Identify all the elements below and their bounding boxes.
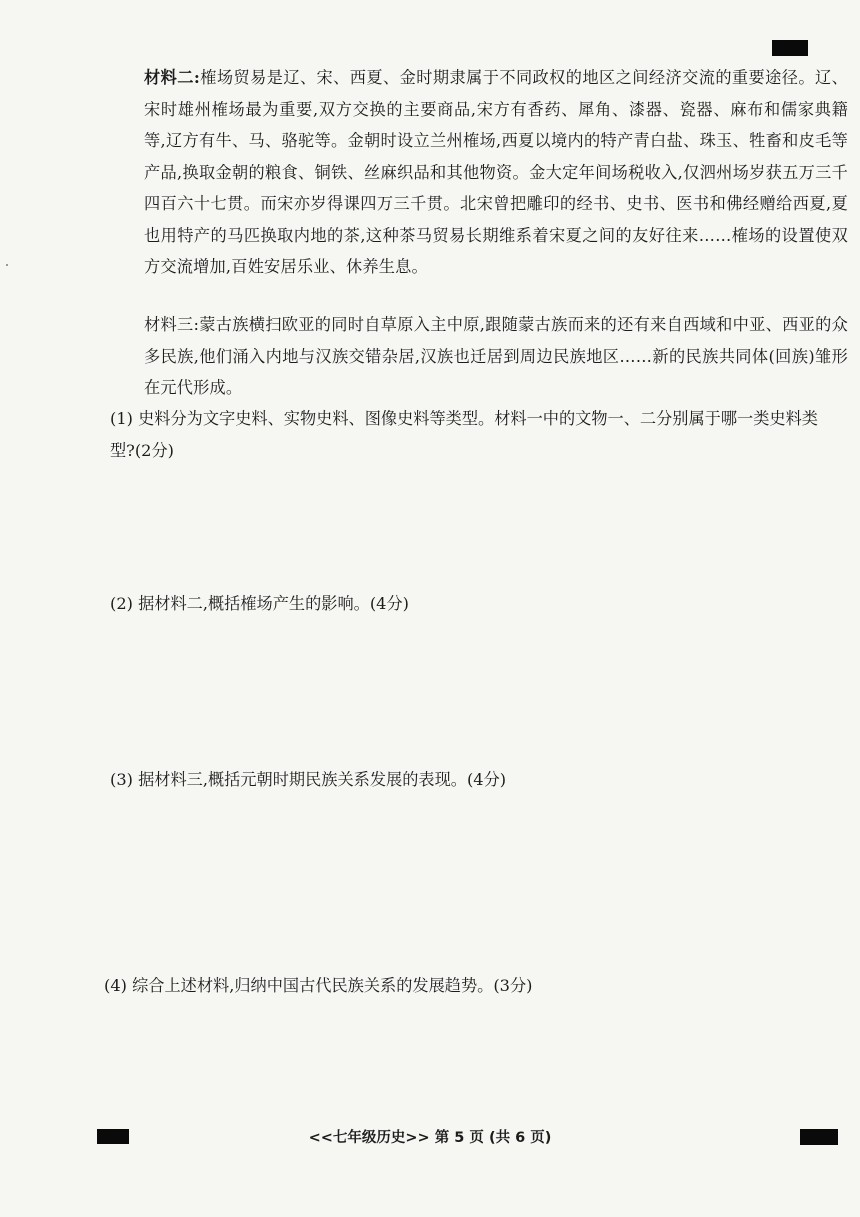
question-4: (4) 综合上述材料,归纳中国古代民族关系的发展趋势。(3分) <box>104 976 533 995</box>
material-two-paragraph <box>112 62 848 283</box>
material-three-text: 蒙古族横扫欧亚的同时自草原入主中原,跟随蒙古族而来的还有来自西域和中亚、西亚的众多民族,他们涌入内地与汉族交错杂居,汉族也迁居到周边民族地区……新的民族共同体(回族)雏形在元代形成。 <box>144 315 848 397</box>
question-3: (3) 据材料三,概括元朝时期民族关系发展的表现。(4分) <box>110 770 507 789</box>
question-2: (2) 据材料二,概括榷场产生的影响。(4分) <box>110 594 409 613</box>
material-three-paragraph <box>112 309 848 404</box>
material-three-label: 材料三: <box>144 315 200 334</box>
corner-marker-bottom-right <box>800 1129 838 1145</box>
scan-speck <box>6 264 8 266</box>
page-footer: <<七年级历史>> 第 5 页 (共 6 页) <box>308 1130 552 1146</box>
corner-marker-top-right <box>772 40 808 56</box>
question-1: (1) 史料分为文字史料、实物史料、图像史料等类型。材料一中的文物一、二分别属于哪一类史料类型?(2分) <box>110 409 818 460</box>
material-two-text: 榷场贸易是辽、宋、西夏、金时期隶属于不同政权的地区之间经济交流的重要途径。辽、宋时雄州榷场最为重要,双方交换的主要商品,宋方有香药、犀角、漆器、瓷器、麻布和儒家典籍等,辽方有牛、马、骆驼等。金朝时设立兰州榷场,西夏以境内的特产青白盐、珠玉、牲畜和皮毛等产品,换取金朝的粮食、铜铁、丝麻织品和其他物资。金大定年间场税收入,仅泗州场岁获五万三千四百六十七贯。而宋亦岁得课四万三千贯。北宋曾把雕印的经书、史书、医书和佛经赠给西夏,夏也用特产的马匹换取内地的茶,这种茶马贸易长期维系着宋夏之间的友好往来……榷场的设置使双方交流增加,百姓安居乐业、休养生息。 <box>144 68 849 276</box>
material-two-label: 材料二: <box>144 68 201 87</box>
